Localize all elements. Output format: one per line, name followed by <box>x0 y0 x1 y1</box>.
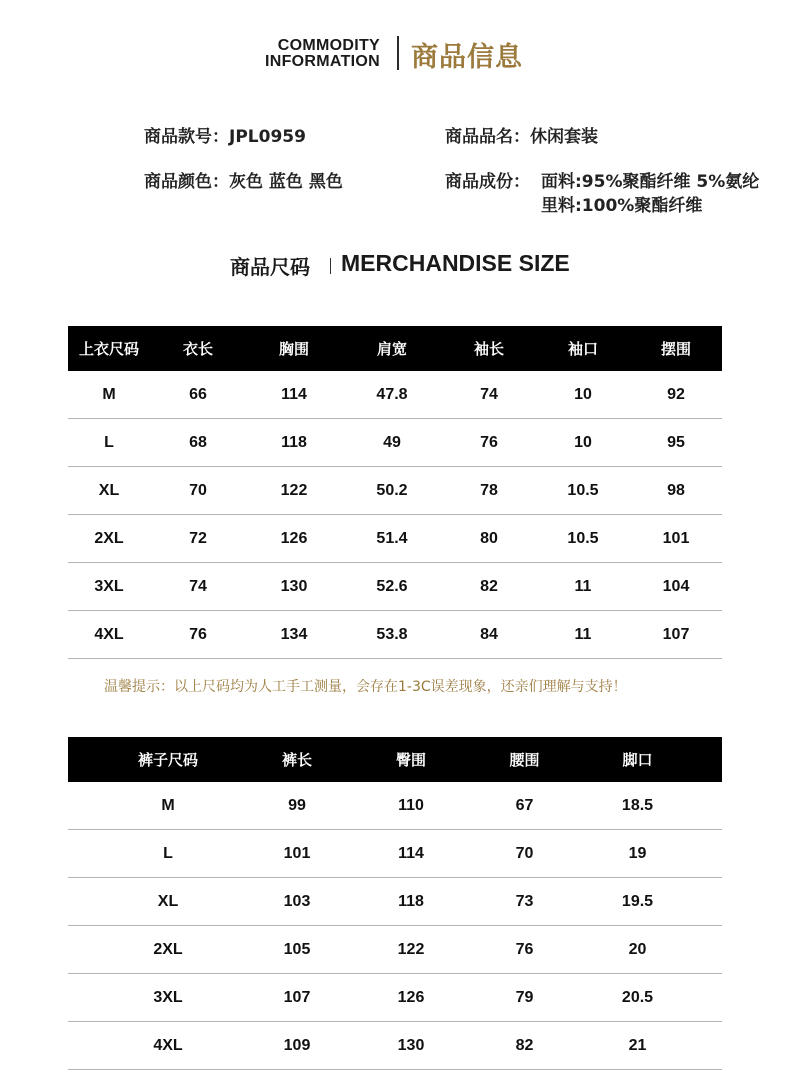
table-cell: 68 <box>150 419 246 467</box>
info-product-name: 商品品名：休闲套装 <box>445 127 598 147</box>
table-cell: 70 <box>496 830 553 878</box>
table-cell: 20.5 <box>553 974 722 1022</box>
pants-header-cell: 脚口 <box>553 737 722 782</box>
header-en-title <box>265 38 380 70</box>
table-cell: 3XL <box>68 563 150 611</box>
top-table-header-row <box>68 326 722 371</box>
table-cell: 101 <box>630 515 722 563</box>
info-style-no: 商品款号：JPL0959 <box>144 127 306 147</box>
table-cell: 101 <box>268 830 326 878</box>
info-composition-line2: 里料:100%聚酯纤维 <box>541 196 703 216</box>
table-row <box>68 611 722 659</box>
table-cell: 11 <box>536 563 630 611</box>
table-cell: 66 <box>150 371 246 419</box>
table-cell: 95 <box>630 419 722 467</box>
table-cell: 92 <box>630 371 722 419</box>
table-cell: XL <box>68 878 268 926</box>
table-cell: 126 <box>246 515 342 563</box>
header-en-line1: COMMODITY <box>277 37 380 54</box>
table-cell: 11 <box>536 611 630 659</box>
table-cell: 80 <box>442 515 536 563</box>
top-header-cell: 袖长 <box>442 326 536 371</box>
table-row <box>68 782 722 830</box>
table-cell: 76 <box>442 419 536 467</box>
info-composition-label: 商品成份： <box>445 172 530 192</box>
table-cell: 10.5 <box>536 467 630 515</box>
table-cell: L <box>68 830 268 878</box>
table-cell: 103 <box>268 878 326 926</box>
top-header-cell: 摆围 <box>630 326 722 371</box>
pants-header-cell: 裤子尺码 <box>68 737 268 782</box>
table-cell: 99 <box>268 782 326 830</box>
table-row <box>68 974 722 1022</box>
table-cell: 105 <box>268 926 326 974</box>
header-en-line2: INFORMATION <box>265 53 380 70</box>
table-row <box>68 926 722 974</box>
pants-header-cell: 臀围 <box>326 737 496 782</box>
table-cell: M <box>68 782 268 830</box>
table-cell: 118 <box>246 419 342 467</box>
table-cell: L <box>68 419 150 467</box>
table-cell: 126 <box>326 974 496 1022</box>
table-row <box>68 830 722 878</box>
table-cell: 78 <box>442 467 536 515</box>
table-cell: 114 <box>326 830 496 878</box>
measurement-note: 温馨提示：以上尺码均为人工手工测量，会存在1-3C误差现象，还亲们理解与支持！ <box>104 679 627 695</box>
table-cell: 104 <box>630 563 722 611</box>
top-header-cell: 衣长 <box>150 326 246 371</box>
table-cell: 52.6 <box>342 563 442 611</box>
top-header-cell: 袖口 <box>536 326 630 371</box>
table-cell: 79 <box>496 974 553 1022</box>
table-cell: 82 <box>442 563 536 611</box>
table-cell: 47.8 <box>342 371 442 419</box>
top-size-table <box>68 326 722 659</box>
table-row <box>68 419 722 467</box>
commodity-header <box>0 36 790 76</box>
top-header-cell: 肩宽 <box>342 326 442 371</box>
table-cell: 18.5 <box>553 782 722 830</box>
size-section-en: MERCHANDISE SIZE <box>341 250 570 276</box>
table-cell: 130 <box>246 563 342 611</box>
table-cell: 21 <box>553 1022 722 1070</box>
size-section-title <box>0 250 790 280</box>
info-composition-line1: 面料:95%聚酯纤维 5%氨纶 <box>541 172 760 192</box>
table-cell: 2XL <box>68 926 268 974</box>
table-row <box>68 371 722 419</box>
table-cell: 109 <box>268 1022 326 1070</box>
pants-size-table <box>68 737 722 1070</box>
pants-table-header-row <box>68 737 722 782</box>
table-cell: 19.5 <box>553 878 722 926</box>
table-cell: 73 <box>496 878 553 926</box>
table-cell: M <box>68 371 150 419</box>
table-cell: 74 <box>442 371 536 419</box>
table-cell: 110 <box>326 782 496 830</box>
table-cell: XL <box>68 467 150 515</box>
table-cell: 114 <box>246 371 342 419</box>
table-cell: 50.2 <box>342 467 442 515</box>
size-section-divider <box>330 258 331 274</box>
table-row <box>68 467 722 515</box>
size-section-cn: 商品尺码 <box>230 255 310 279</box>
table-cell: 76 <box>150 611 246 659</box>
table-cell: 107 <box>268 974 326 1022</box>
top-header-cell: 上衣尺码 <box>68 326 150 371</box>
table-cell: 70 <box>150 467 246 515</box>
table-row <box>68 878 722 926</box>
table-cell: 10 <box>536 371 630 419</box>
table-cell: 19 <box>553 830 722 878</box>
header-divider <box>397 36 399 70</box>
table-cell: 10.5 <box>536 515 630 563</box>
header-cn-title: 商品信息 <box>411 42 523 73</box>
table-cell: 130 <box>326 1022 496 1070</box>
table-cell: 4XL <box>68 1022 268 1070</box>
table-cell: 107 <box>630 611 722 659</box>
table-cell: 122 <box>326 926 496 974</box>
info-colors: 商品颜色：灰色 蓝色 黑色 <box>144 172 343 192</box>
table-cell: 72 <box>150 515 246 563</box>
table-cell: 74 <box>150 563 246 611</box>
table-cell: 51.4 <box>342 515 442 563</box>
table-cell: 82 <box>496 1022 553 1070</box>
top-header-cell: 胸围 <box>246 326 342 371</box>
table-cell: 10 <box>536 419 630 467</box>
table-row <box>68 563 722 611</box>
table-row <box>68 515 722 563</box>
table-cell: 49 <box>342 419 442 467</box>
table-cell: 3XL <box>68 974 268 1022</box>
table-cell: 134 <box>246 611 342 659</box>
table-cell: 53.8 <box>342 611 442 659</box>
table-cell: 84 <box>442 611 536 659</box>
table-cell: 118 <box>326 878 496 926</box>
table-cell: 98 <box>630 467 722 515</box>
table-cell: 67 <box>496 782 553 830</box>
table-cell: 2XL <box>68 515 150 563</box>
table-cell: 76 <box>496 926 553 974</box>
table-cell: 4XL <box>68 611 150 659</box>
table-row <box>68 1022 722 1070</box>
table-cell: 122 <box>246 467 342 515</box>
pants-header-cell: 裤长 <box>268 737 326 782</box>
table-cell: 20 <box>553 926 722 974</box>
pants-header-cell: 腰围 <box>496 737 553 782</box>
